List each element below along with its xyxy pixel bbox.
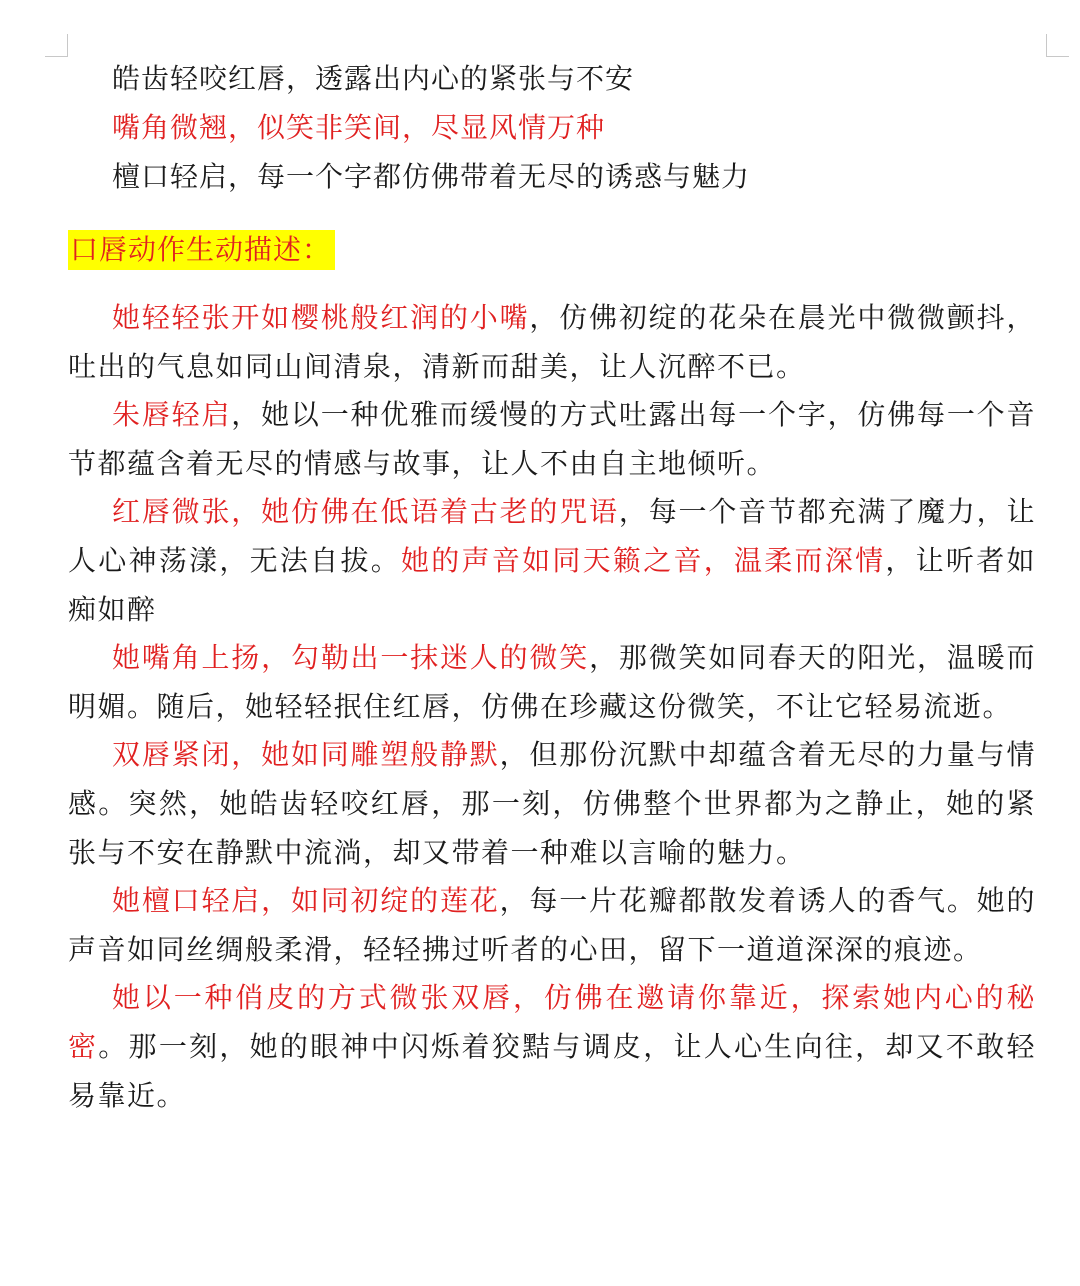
paragraph-text: ，但那份沉默中却蕴含着无尽的力量与情感。突然，她皓齿轻咬红唇，那一刻，仿佛整个世界都为之静止，她的紧张与不安在静默中流淌，却又带着一种难以言喻的魅力。 bbox=[68, 738, 1036, 869]
document-page bbox=[68, 54, 1036, 1120]
paragraph-highlight-2: 她的声音如同天籁之音，温柔而深情 bbox=[401, 543, 886, 577]
paragraph-highlight: 她嘴角上扬，勾勒出一抹迷人的微笑 bbox=[112, 641, 590, 675]
paragraph-highlight: 双唇紧闭，她如同雕塑般静默 bbox=[112, 738, 500, 772]
paragraph-text: ，每一个音节都充满了魔力，让人心神荡漾，无法自拔。 bbox=[68, 495, 1036, 577]
page-corner-mark-left bbox=[45, 34, 68, 57]
paragraph-text: ，每一片花瓣都散发着诱人的香气。她的声音如同丝绸般柔滑，轻轻拂过听者的心田，留下一道道深深的痕迹。 bbox=[68, 884, 1036, 966]
paragraph-3 bbox=[68, 488, 1036, 634]
intro-line-1: 皓齿轻咬红唇，透露出内心的紧张与不安 bbox=[112, 62, 635, 95]
paragraph-5 bbox=[68, 731, 1036, 877]
paragraph-2 bbox=[68, 391, 1036, 488]
paragraph-text: ，那微笑如同春天的阳光，温暖而明媚。随后，她轻轻抿住红唇，仿佛在珍藏这份微笑，不让它轻易流逝。 bbox=[68, 641, 1036, 723]
page-corner-mark-right bbox=[1046, 34, 1069, 57]
paragraph-7 bbox=[68, 974, 1036, 1120]
intro-line-3: 檀口轻启，每一个字都仿佛带着无尽的诱惑与魅力 bbox=[112, 160, 751, 193]
paragraph-text: ，她以一种优雅而缓慢的方式吐露出每一个字，仿佛每一个音节都蕴含着无尽的情感与故事，让人不由自主地倾听。 bbox=[68, 398, 1036, 480]
paragraph-highlight: 她轻轻张开如樱桃般红润的小嘴 bbox=[112, 301, 530, 334]
paragraph-highlight: 红唇微张，她仿佛在低语着古老的咒语 bbox=[112, 495, 619, 529]
paragraph-highlight: 她以一种俏皮的方式微张双唇，仿佛在邀请你靠近，探索她内心的秘密 bbox=[68, 981, 1036, 1063]
paragraph-6 bbox=[68, 877, 1036, 974]
intro-line-2: 嘴角微翘，似笑非笑间，尽显风情万种 bbox=[112, 111, 606, 144]
paragraph-text-2: ，让听者如痴如醉 bbox=[68, 543, 1036, 626]
paragraph-text: 。那一刻，她的眼神中闪烁着狡黠与调皮，让人心生向往，却又不敢轻易靠近。 bbox=[68, 1029, 1036, 1112]
paragraph-text: ，仿佛初绽的花朵在晨光中微微颤抖，吐出的气息如同山间清泉，清新而甜美，让人沉醉不已。 bbox=[68, 301, 1036, 383]
paragraph-highlight: 她檀口轻启，如同初绽的莲花 bbox=[112, 884, 500, 918]
paragraph-1 bbox=[68, 294, 1036, 391]
intro-lines bbox=[68, 54, 1036, 201]
section-heading: 口唇动作生动描述： bbox=[68, 230, 335, 270]
paragraph-4 bbox=[68, 634, 1036, 731]
paragraph-highlight: 朱唇轻启 bbox=[112, 398, 232, 432]
paragraph-list bbox=[68, 294, 1036, 1120]
